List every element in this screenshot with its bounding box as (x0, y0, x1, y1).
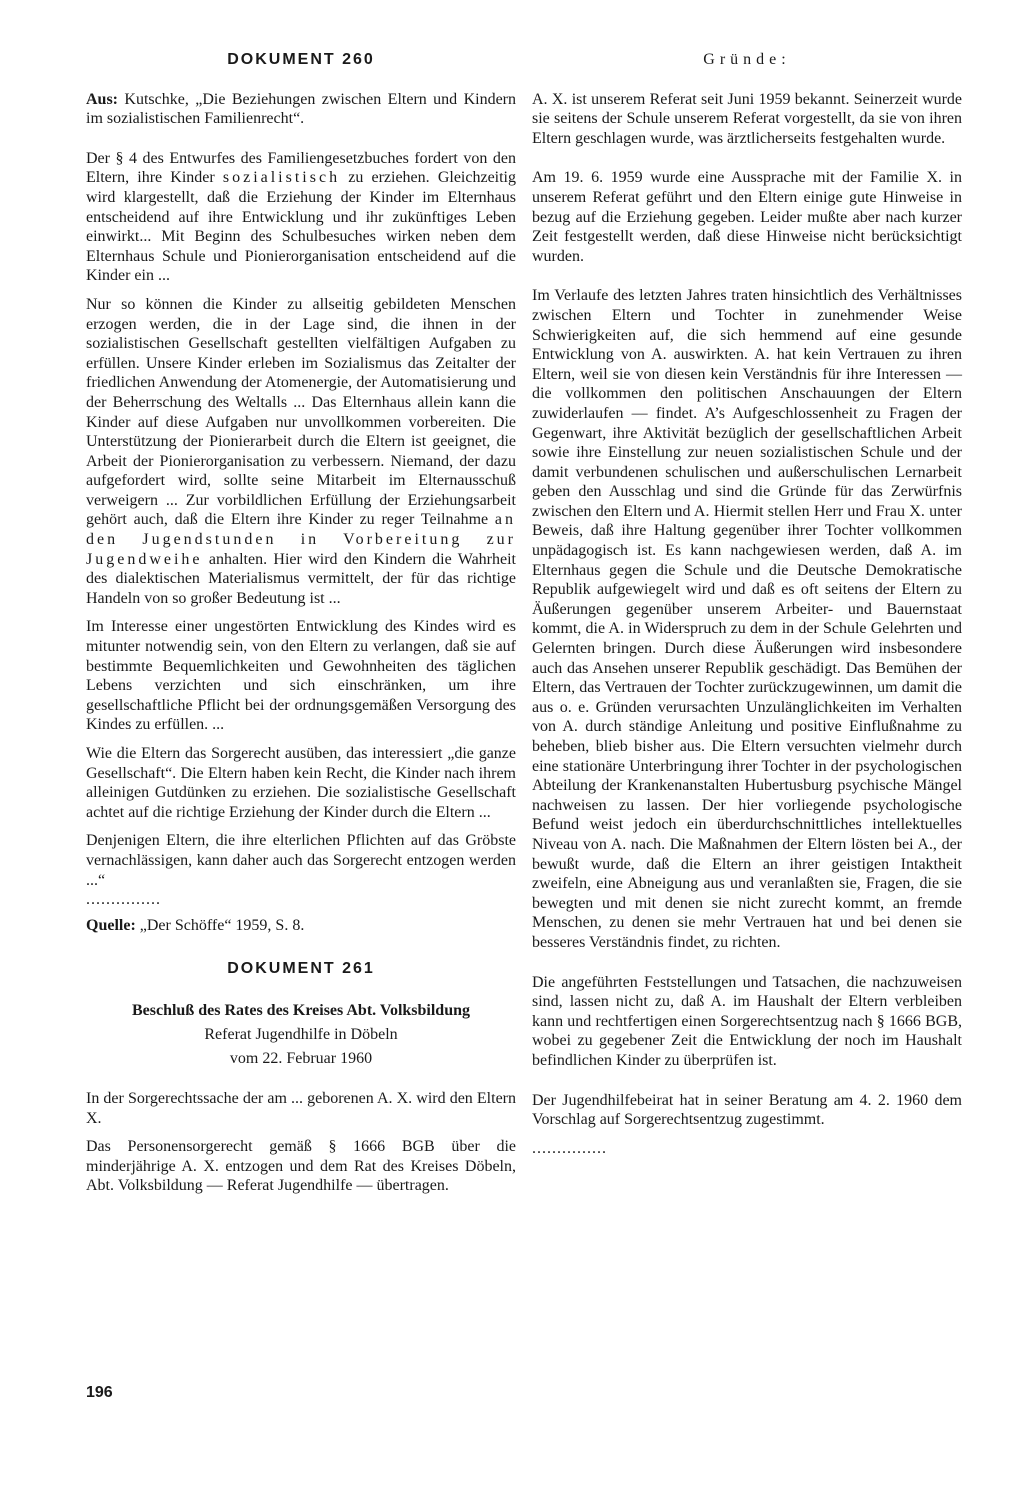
doc261-title-1: Beschluß des Rates des Kreises Abt. Volksbildung (131, 1001, 470, 1019)
doc260-paragraph-5: Denjenigen Eltern, die ihre elterlichen Pflichten auf das Gröbste vernachlässigen, kann daher auch das Sorgerecht entzogen werden ...“ (86, 832, 516, 889)
gruende-heading: Gründe: (703, 51, 791, 68)
p1-part-b: zu erziehen. Gleichzeitig wird klargestellt, daß die Erziehung der Kinder im Elternhaus entscheidend auf ihre Entwicklung und ihr zukünftiges Leben einwirkt... Mit Beginn des Schulbesuches wirken neben dem Elternhaus Schule und Pionierorganisation entscheidend auf die Kinder ein ... (86, 169, 517, 285)
doc260-paragraph-1 (86, 149, 516, 286)
source-label: Aus: (86, 90, 119, 108)
p2-part-b: anhalten. Hier wird den Kindern die Wahrheit des dialektischen Materialismus vermittelt, der für das richtige Handeln von so großer Bedeutung ist ... (86, 550, 516, 607)
doc261-paragraph-2: Das Personensorgerecht gemäß § 1666 BGB über die minderjährige A. X. entzogen und dem Rat des Kreises Döbeln, Abt. Volksbildung — Referat Jugendhilfe — übertragen. (86, 1138, 516, 1195)
p2-part-a: Nur so können die Kinder zu allseitig gebildeten Menschen erzogen werden, die in der Lage sind, die ihnen in der sozialistischen Gesellschaft gestellten vielfältigen Aufgaben zu erfüllen. Unsere Kinder erleben im Sozialismus das Zeitalter der friedlichen Anwendung der Atomenergie, der Automatisierung und der Beherrschung des Weltalls ... Das Elternhaus allein kann die Kinder auf diese Aufgaben nur unvollkommen vorbereiten. Die Unterstützung der Pionierarbeit durch die Eltern ist geeignet, die Arbeit der Pionierorganisation zu verbessern. Niemand, der dazu aufgefordert wird, sollte seine Mitarbeit im Elternausschuß verweigern ... Zur vorbildlichen Erfüllung der Erziehungsarbeit gehört auch, daß die Eltern ihre Kinder zu reger Teilnahme (86, 295, 516, 529)
gruende-paragraph-2: Am 19. 6. 1959 wurde eine Aussprache mit der Familie X. in unserem Referat geführt und den Eltern einige gute Hinweise in bezug auf die Erziehung gegeben. Leider mußte aber nach kurzer Zeit festgestellt werden, daß diese Hinweise nicht berücksichtigt wurden. (532, 169, 962, 265)
gruende-dots: ............... (532, 1139, 607, 1157)
doc261-heading: DOKUMENT 261 (227, 960, 375, 978)
gruende-paragraph-1: A. X. ist unserem Referat seit Juni 1959 bekannt. Seinerzeit wurde sie seitens der Schule unserem Referat vorgestellt, da sie von ihren Eltern geschlagen wurde, was ärztlicherseits festgehalten wurde. (532, 90, 962, 147)
gruende-paragraph-5: Der Jugendhilfebeirat hat in seiner Beratung am 4. 2. 1960 dem Vorschlag auf Sorgerechtsentzug zugestimmt. (532, 1091, 962, 1129)
doc260-source (86, 90, 516, 129)
doc260-paragraph-3: Im Interesse einer ungestörten Entwicklung des Kindes wird es mitunter notwendig sein, von den Eltern zu verlangen, daß sie auf bestimmte Bequemlichkeiten und Gewohnheiten des täglichen Lebens verzichten und sich einschränken, um ihre gesellschaftliche Pflicht bei der ordnungsgemäßen Versorgung des Kindes zu erfüllen. ... (86, 618, 516, 734)
left-column (86, 50, 516, 1205)
doc261-title-3: vom 22. Februar 1960 (229, 1049, 373, 1067)
quelle-label: Quelle: (86, 916, 136, 934)
p2-spaced: an den Jugendstunden in Vorbereitung zur Jugendweihe (86, 511, 516, 568)
p1-spaced: sozialistisch (222, 169, 341, 187)
gruende-paragraph-4: Die angeführten Feststellungen und Tatsachen, die nachzuweisen sind, lassen nicht zu, daß A. im Haushalt der Eltern verbleiben kann und rechtfertigen einen Sorgerechtsentzug nach § 1666 BGB, wobei zu gegebener Zeit die Entwicklung der noch im Haushalt befindlichen Kinder zu überprüfen ist. (532, 973, 962, 1069)
p1-part-a: Der § 4 des Entwurfes des Familiengesetzbuches fordert von den Eltern, ihre Kinder (86, 149, 516, 187)
quelle-text: „Der Schöffe“ 1959, S. 8. (135, 916, 305, 934)
doc260-quelle (86, 916, 516, 936)
right-column (532, 50, 962, 1164)
doc261-title-2: Referat Jugendhilfe in Döbeln (204, 1025, 398, 1043)
doc261-paragraph-1: In der Sorgerechtssache der am ... geborenen A. X. wird den Eltern X. (86, 1089, 516, 1127)
doc260-heading: DOKUMENT 260 (227, 51, 375, 68)
page-number: 196 (86, 1384, 113, 1401)
doc260-paragraph-4: Wie die Eltern das Sorgerecht ausüben, das interessiert „die ganze Gesellschaft“. Die Eltern haben kein Recht, die Kinder nach ihrem alleinigen Gutdünken zu erziehen. Die sozialistische Gesellschaft achtet auf die richtige Erziehung der Kinder durch die Eltern ... (86, 745, 516, 821)
doc260-paragraph-2 (86, 295, 516, 609)
doc260-dots: ............... (86, 891, 161, 909)
gruende-paragraph-3: Im Verlaufe des letzten Jahres traten hinsichtlich des Verhältnisses zwischen Eltern und Tochter in zunehmender Weise Schwierigkeiten auf, die sich hemmend auf eine gesunde Entwicklung von A. auswirkten. A. hat kein Vertrauen zu ihren Eltern, weil sie von diesen kein Verständnis für ihre Interessen — die vollkommen den politischen Anschauungen der Eltern zuwiderlaufen — findet. A’s Aufgeschlossenheit zu Fragen der Gegenwart, ihre Aktivität bezüglich der gesellschaftlichen Arbeit sowie ihre Einstellung zur neuen sozialistischen Schule und der damit verbundenen schulischen und außerschulischen Lernarbeit geben den Ausschlag und sind die Gründe für das Zerwürfnis zwischen den Eltern und A. Hiermit stellen Herr und Frau X. unter Beweis, daß ihre Haltung gegenüber ihrer Tochter vollkommen unpädagogisch ist. Es kann nachgewiesen werden, daß A. im Elternhaus gegen die Schule und die Deutsche Demokratische Republik aufgewiegelt wird und daß es oft seitens der Eltern zu Äußerungen gegenüber unserem Arbeiter- und Bauernstaat kommt, die A. in Widerspruch zu dem in der Schule Gelehrten und Gelernten bringen. Durch diese Äußerungen wird insbesondere auch das Ansehen unserer Republik geschädigt. Das Bemühen der Eltern, das Vertrauen der Tochter zurückzugewinnen, um damit die aus o. e. Gründen verursachten Unzulänglichkeiten im Verhalten von A. durch ständige Anleitung und positive Einflußnahme zu beheben, blieb bisher aus. Die Eltern versuchten vielmehr durch eine stationäre Unterbringung ihrer Tochter in der psychologischen Abteilung der Krankenanstalten Hubertusburg psychische Mängel nachweisen zu lassen. Der hier vorliegende psychologische Befund weist jedoch ein überdurchschnittliches intellektuelles Niveau von A. nach. Die Maßnahmen der Eltern lösten bei A., der bewußt wurde, daß die Eltern an ihrer geistigen Intaktheit zweifeln, eine Abneigung aus und veranlaßten sie, Fragen, die sie bewegten und mit denen sie nicht zurecht kommt, an fremde Menschen, zu denen sie mehr Vertrauen hat und bei denen sie besseres Verständnis findet, zu richten. (532, 287, 962, 951)
source-text: Kutschke, „Die Beziehungen zwischen Eltern und Kindern im sozialistischen Familienrecht“. (86, 90, 516, 128)
